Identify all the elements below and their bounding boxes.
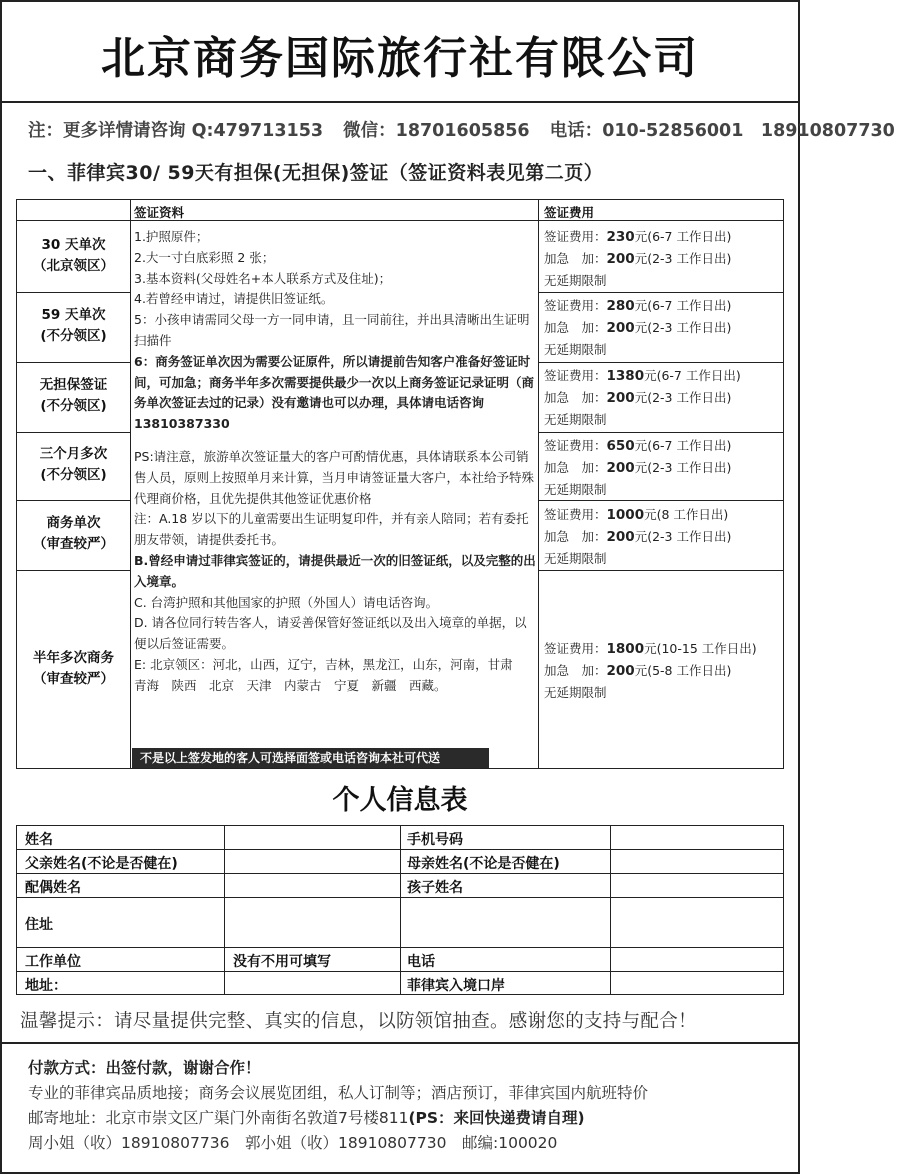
label-spouse: 配偶姓名 bbox=[25, 880, 81, 896]
doc-item: 5：小孩申请需同父母一方一同申请，且一同前往，并出具清晰出生证明扫描件 bbox=[134, 312, 530, 348]
contact-note: 注：更多详情请咨询 Q:479713153 bbox=[28, 121, 324, 141]
fee-no-guarantee: 签证费用：1380元(6-7 工作日出) 加急 加：200元(2-3 工作日出) 无延期限制 bbox=[544, 368, 741, 427]
contact-phone: 电话：010-52856001 18910807730 bbox=[549, 121, 895, 141]
row-divider bbox=[538, 362, 783, 363]
label-port: 菲律宾入境口岸 bbox=[407, 978, 505, 994]
consulate-banner: 不是以上签发地的客人可选择面签或电话咨询本社可代送 bbox=[132, 748, 489, 768]
employer-note: 没有不用可填写 bbox=[233, 954, 331, 970]
fee-59day: 签证费用：280元(6-7 工作日出) 加急 加：200元(2-3 工作日出) 无延期限制 bbox=[544, 298, 732, 357]
row-divider bbox=[17, 570, 130, 571]
label-address: 住址 bbox=[25, 917, 53, 933]
row-divider bbox=[17, 432, 130, 433]
row-divider bbox=[538, 432, 783, 433]
row-divider bbox=[538, 292, 783, 293]
docs-header: 签证资料 bbox=[134, 205, 185, 220]
payment-line: 付款方式：出签付款，谢谢合作！ bbox=[28, 1059, 261, 1077]
fee-business: 签证费用：1000元(8 工作日出) 加急 加：200元(2-3 工作日出) 无延期限制 bbox=[544, 507, 732, 566]
doc-item: B.曾经申请过菲律宾签证的，请提供最近一次的旧签证纸，以及完整的出入境章。 bbox=[134, 552, 536, 589]
row-label-59day: 59 天单次 (不分领区) bbox=[40, 307, 107, 344]
contact-line bbox=[28, 117, 909, 142]
services-line: 专业的菲律宾品质地接；商务会议展览团组，私人订制等；酒店预订，菲律宾国内航班特价 bbox=[28, 1084, 649, 1102]
row-label-halfyear: 半年多次商务 （审查较严） bbox=[33, 650, 114, 687]
doc-item: 4.若曾经申请过，请提供旧签证纸。 bbox=[134, 291, 334, 307]
label-child: 孩子姓名 bbox=[407, 880, 463, 896]
row-label-30day: 30 天单次 （北京领区） bbox=[33, 237, 114, 274]
label-addr2: 地址： bbox=[25, 978, 67, 994]
section-title: 一、菲律宾30/ 59天有担保(无担保)签证（签证资料表见第二页） bbox=[28, 162, 604, 184]
row-divider bbox=[538, 570, 783, 571]
warm-tip: 温馨提示：请尽量提供完整、真实的信息，以防领馆抽查。感谢您的支持与配合！ bbox=[20, 1011, 697, 1032]
visa-table bbox=[16, 199, 784, 769]
fee-halfyear: 签证费用：1800元(10-15 工作日出) 加急 加：200元(5-8 工作日出) 无延期限制 bbox=[544, 641, 757, 700]
doc-item: 注：A.18 岁以下的儿童需要出生证明复印件，并有亲人陪同；若有委托朋友带领，请提供委托书。 bbox=[134, 511, 529, 548]
contacts-line: 周小姐（收）18910807736 郭小姐（收）18910807730 邮编:100020 bbox=[28, 1134, 558, 1152]
company-name: 北京商务国际旅行社有限公司 bbox=[101, 33, 699, 84]
fee-header: 签证费用 bbox=[544, 205, 595, 220]
doc-item: 3.基本资料(父母姓名+本人联系方式及住址)； bbox=[134, 270, 392, 286]
doc-item: 2.大一寸白底彩照 2 张； bbox=[134, 249, 275, 265]
fee-30day: 签证费用：230元(6-7 工作日出) 加急 加：200元(2-3 工作日出) 无延期限制 bbox=[544, 229, 732, 288]
doc-item: C. 台湾护照和其他国家的护照（外国人）请电话咨询。 bbox=[134, 594, 439, 610]
col-divider bbox=[538, 200, 539, 768]
header-row-divider bbox=[17, 220, 783, 221]
doc-item: D. 请各位同行转告客人，请妥善保管好签证纸以及出入境章的单据，以便以后签证需要。 bbox=[134, 615, 527, 652]
row-divider bbox=[17, 292, 130, 293]
footer-divider bbox=[0, 1042, 800, 1044]
row-divider bbox=[17, 500, 130, 501]
doc-item: 6：商务签证单次因为需要公证原件，所以请提前告知客户准备好签证时间，可加急；商务半年多次需要提供最少一次以上商务签证记录证明（商务单次签证去过的记录）没有邀请也可以办理，具体请电话咨询 13810387330 bbox=[134, 353, 535, 432]
label-mother: 母亲姓名(不论是否健在) bbox=[407, 856, 560, 872]
doc-item: 1.护照原件； bbox=[134, 229, 209, 244]
personal-info-title: 个人信息表 bbox=[332, 785, 468, 816]
mail-line: 邮寄地址：北京市崇文区广渠门外南街名敦道7号楼811(PS：来回快递费请自理) bbox=[28, 1109, 585, 1127]
label-name: 姓名 bbox=[25, 832, 53, 848]
personal-info-table bbox=[16, 825, 784, 995]
doc-item: E: 北京领区：河北，山西，辽宁，吉林，黑龙江，山东，河南，甘肃 青海 陕西 北京 天津 内蒙古 宁夏 新疆 西藏。 bbox=[134, 656, 526, 693]
doc-item: PS:请注意，旅游单次签证量大的客户可酌情优惠，具体请联系本公司销售人员，原则上按照单月来计算，当月申请签证量大客户，本社给予特殊代理商价格，且优先提供其他签证优惠价格 bbox=[134, 448, 535, 506]
docs-text bbox=[134, 227, 536, 697]
label-father: 父亲姓名(不论是否健在) bbox=[25, 856, 178, 872]
row-label-3month: 三个月多次 (不分领区) bbox=[39, 446, 108, 483]
contact-wechat: 微信：18701605856 bbox=[343, 121, 530, 141]
label-employer: 工作单位 bbox=[25, 954, 81, 970]
row-divider bbox=[17, 362, 130, 363]
header-divider bbox=[0, 101, 800, 103]
fee-3month: 签证费用：650元(6-7 工作日出) 加急 加：200元(2-3 工作日出) 无延期限制 bbox=[544, 438, 732, 497]
col-divider bbox=[130, 200, 131, 768]
row-label-no-guarantee: 无担保签证 (不分领区) bbox=[39, 377, 108, 414]
row-label-business: 商务单次 （审查较严） bbox=[33, 515, 114, 552]
label-phone: 电话 bbox=[407, 954, 435, 970]
label-mobile: 手机号码 bbox=[407, 832, 463, 848]
row-divider bbox=[538, 500, 783, 501]
